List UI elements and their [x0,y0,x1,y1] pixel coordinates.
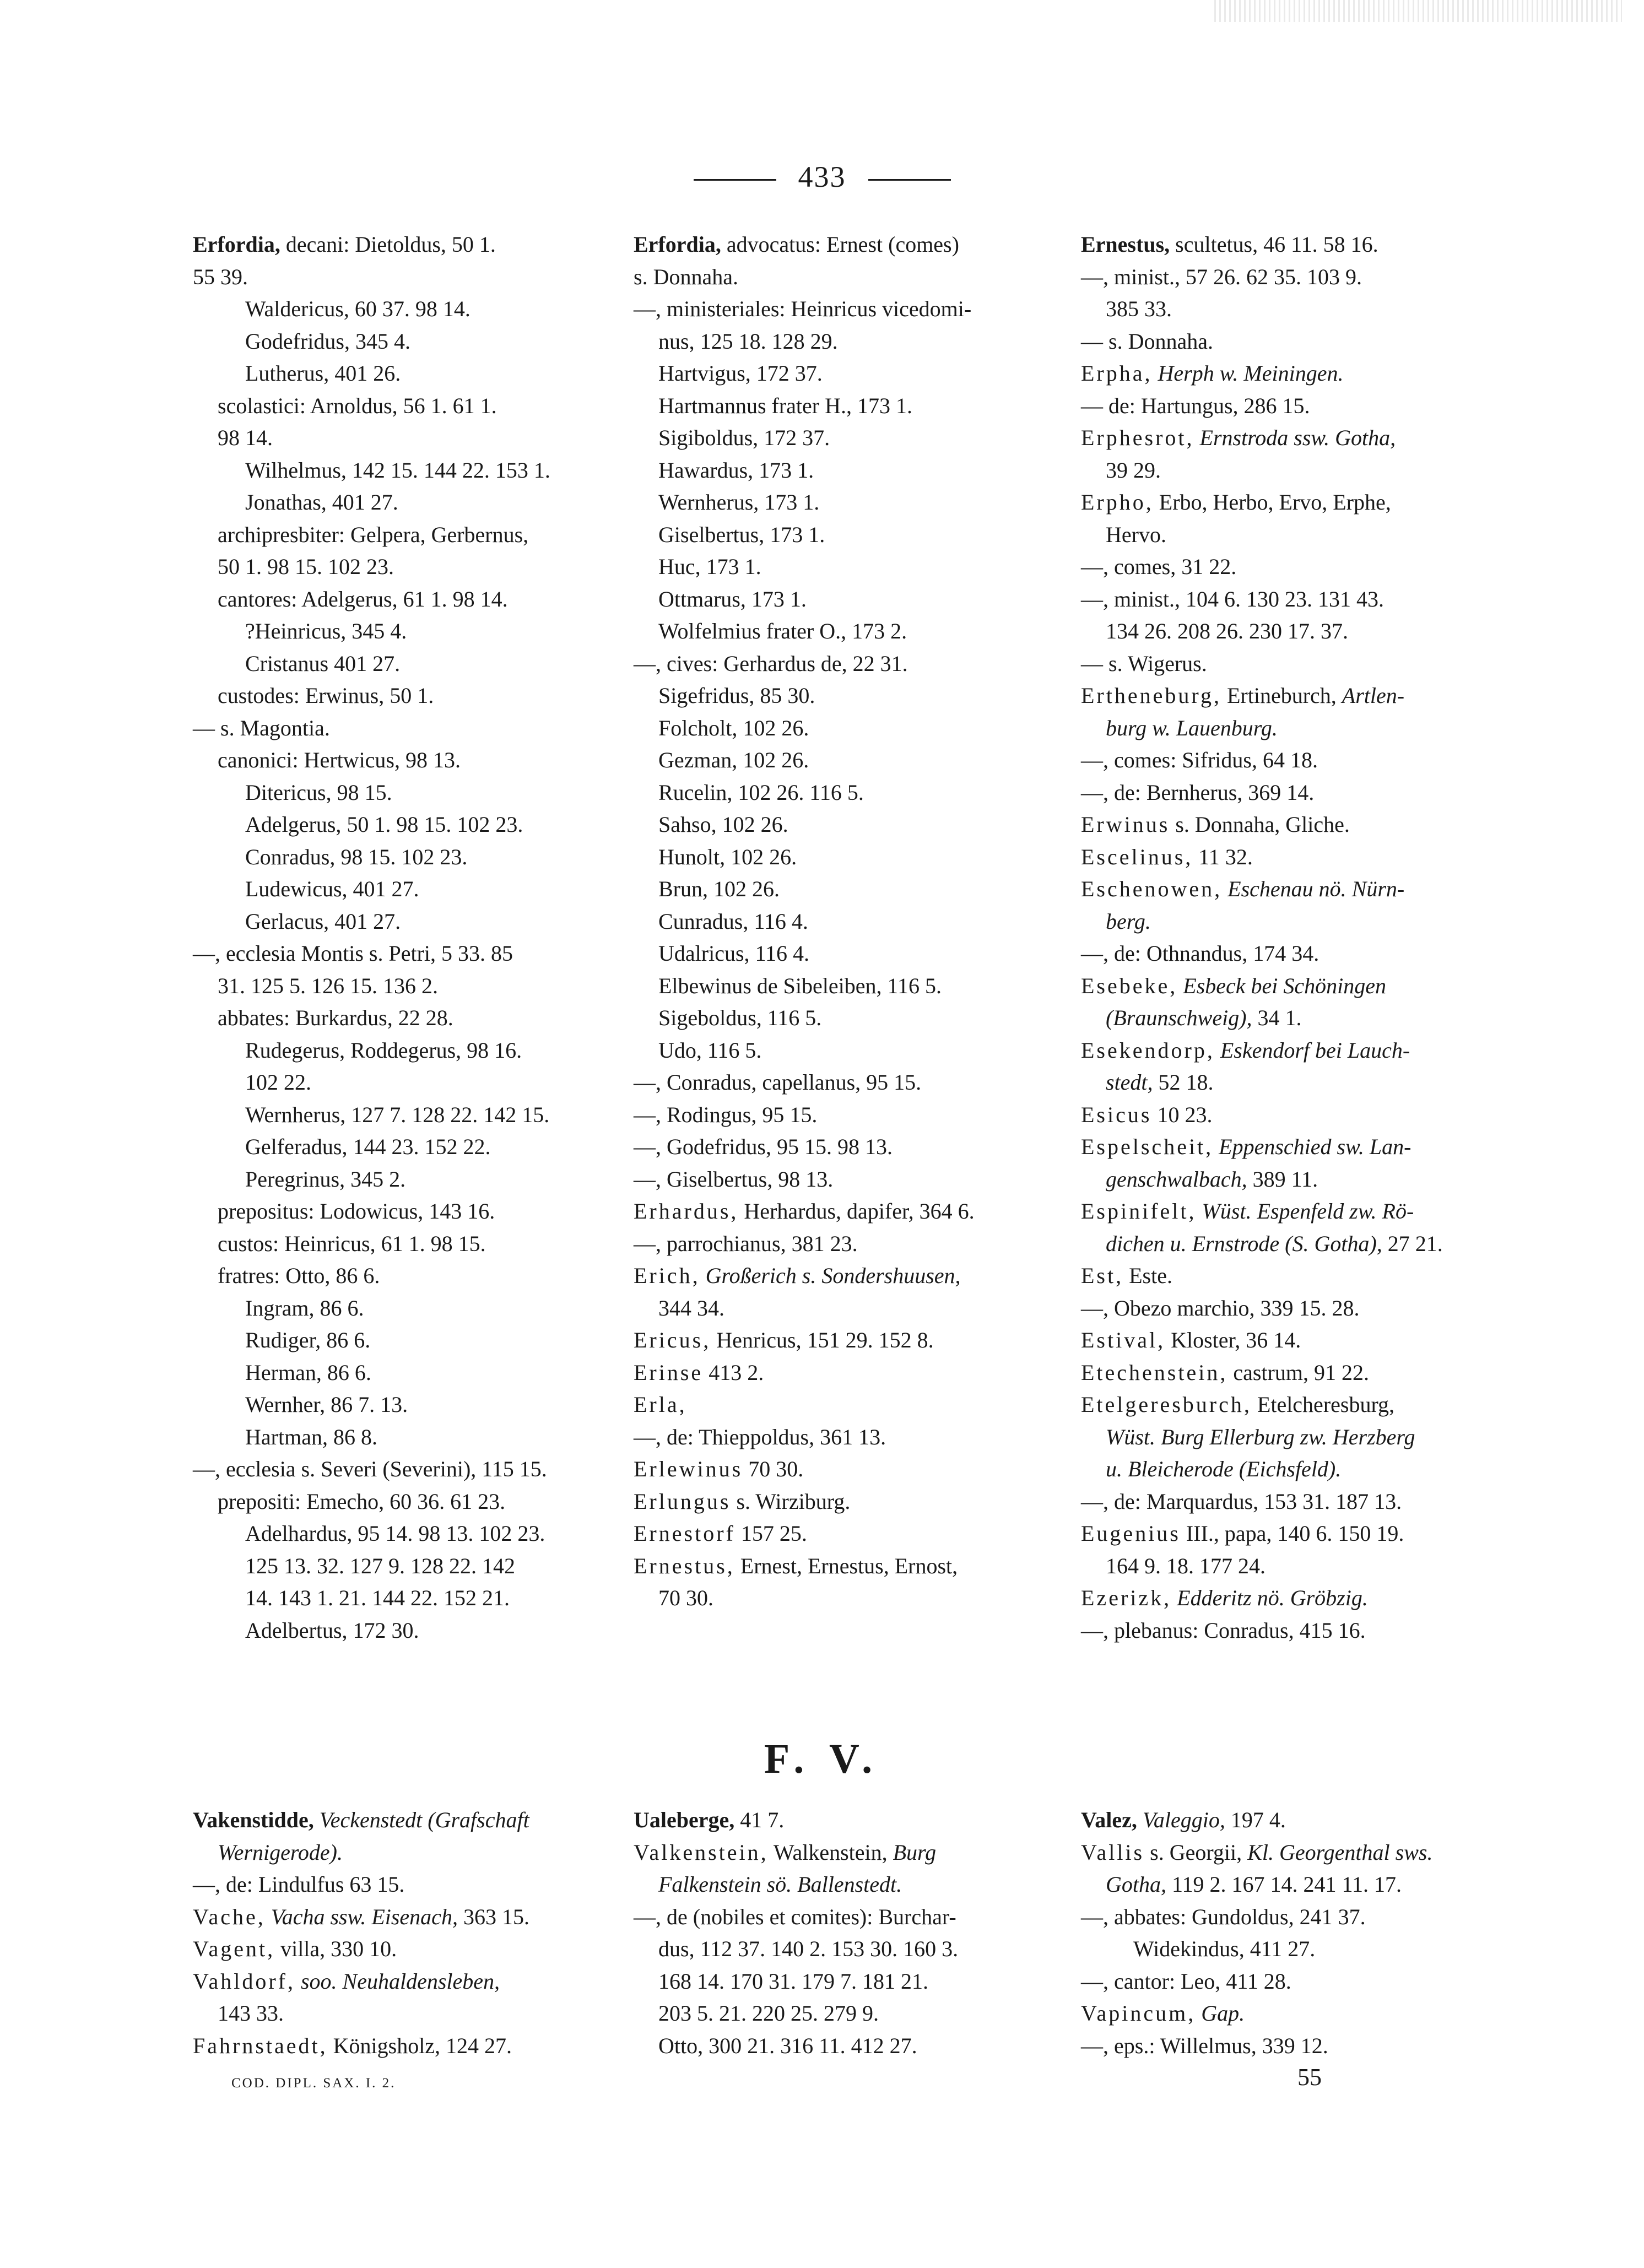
footer-signature: COD. DIPL. SAX. I. 2. [231,2076,396,2091]
index-entry-line: Sigefridus, 85 30. [658,683,815,708]
page-number [0,160,1644,194]
index-entry-line: —, cives: Gerhardus de, 22 31. [634,651,908,676]
index-entry-line: Etelgeresburch, Etelcheresburg, [1081,1392,1395,1417]
index-entry-line: Ditericus, 98 15. [245,780,392,805]
index-entry-line: Ingram, 86 6. [245,1295,364,1320]
index-entry-line: nus, 125 18. 128 29. [658,328,838,354]
index-entry-line: —, Giselbertus, 98 13. [634,1166,834,1192]
index-entry-line: archipresbiter: Gelpera, Gerbernus, [218,522,529,547]
index-entry-line: 344 34. [658,1295,724,1320]
index-entry-line: Hartmannus frater H., 173 1. [658,393,912,418]
index-entry-line: Sigeboldus, 116 5. [658,1005,822,1030]
index-entry-line: cantores: Adelgerus, 61 1. 98 14. [218,586,508,611]
left-rule [694,179,776,181]
index-entry-line: Sigiboldus, 172 37. [658,425,830,450]
index-entry-line: Erhardus, Herhardus, dapifer, 364 6. [634,1199,975,1224]
index-entry-line: Esicus 10 23. [1081,1102,1213,1127]
index-entry-line: Ernestus, Ernest, Ernestus, Ernost, [634,1553,958,1578]
index-entry-line: Ernestus, scultetus, 46 11. 58 16. [1081,232,1378,257]
index-entry-line: 55 39. [193,264,248,289]
right-rule [868,179,951,181]
index-entry-line: Lutherus, 401 26. [245,361,401,386]
index-entry-line: Erlewinus 70 30. [634,1457,804,1481]
index-entry-line: Erpha, Herph w. Meiningen. [1081,361,1344,386]
index-entry-line: prepositi: Emecho, 60 36. 61 23. [218,1488,506,1514]
index-entry-line: Ludewicus, 401 27. [245,876,419,901]
index-entry-line: Peregrinus, 345 2. [245,1166,406,1192]
index-entry-line: 125 13. 32. 127 9. 128 22. 142 [245,1553,515,1578]
index-entry-line: Wernher, 86 7. 13. [245,1392,408,1417]
index-entry-line: stedt, 52 18. [1106,1070,1214,1095]
index-entry-line: —, minist., 57 26. 62 35. 103 9. [1081,264,1362,289]
index-entry-line: Etechenstein, castrum, 91 22. [1081,1360,1369,1385]
index-entry-line: Adelgerus, 50 1. 98 15. 102 23. [245,812,523,837]
index-entry-line: Udalricus, 116 4. [658,941,810,966]
index-entry-line: Sahso, 102 26. [658,812,788,837]
index-entry-line: Huc, 173 1. [658,554,761,579]
index-entry-line: Adelbertus, 172 30. [245,1617,419,1643]
index-entry-line: 14. 143 1. 21. 144 22. 152 21. [245,1585,510,1610]
index-column-2-top [634,229,1069,1615]
index-entry-line: Estival, Kloster, 36 14. [1081,1328,1301,1352]
index-entry-line: Erlungus s. Wirziburg. [634,1488,851,1514]
index-entry-line: Wolfelmius frater O., 173 2. [658,619,907,643]
index-column-1-top [193,229,623,1647]
index-entry-line: dichen u. Ernstrode (S. Gotha), 27 21. [1106,1231,1443,1256]
index-entry-line: Otto, 300 21. 316 11. 412 27. [658,2033,917,2058]
index-entry-line: Conradus, 98 15. 102 23. [245,844,468,869]
index-entry-line: (Braunschweig), 34 1. [1106,1005,1302,1030]
index-entry-line: Wüst. Burg Ellerburg zw. Herzberg [1106,1424,1415,1449]
index-entry-line: —, minist., 104 6. 130 23. 131 43. [1081,586,1385,611]
index-entry-line: Widekindus, 411 27. [1133,1936,1316,1961]
index-entry-line: u. Bleicherode (Eichsfeld). [1106,1457,1342,1481]
index-entry-line: Hunolt, 102 26. [658,844,797,869]
index-entry-line: Est, Este. [1081,1263,1172,1288]
index-entry-line: — s. Wigerus. [1081,651,1207,676]
index-entry-line: Cristanus 401 27. [245,651,401,676]
index-entry-line: — s. Magontia. [193,715,330,740]
index-entry-line: s. Donnaha. [634,264,738,289]
index-entry-line: Vallis s. Georgii, Kl. Georgenthal sws. [1081,1839,1433,1865]
index-entry-line: —, de (nobiles et comites): Burchar- [634,1904,956,1929]
index-entry-line: Ernestorf 157 25. [634,1521,807,1546]
index-entry-line: —, ministeriales: Heinricus vicedomi- [634,296,972,321]
index-entry-line: 164 9. 18. 177 24. [1106,1553,1266,1578]
index-entry-line: Vapincum, Gap. [1081,2001,1245,2026]
index-entry-line: —, de: Marquardus, 153 31. 187 13. [1081,1488,1402,1514]
index-entry-line: — s. Donnaha. [1081,328,1213,354]
index-entry-line: Vakenstidde, Veckenstedt (Grafschaft [193,1807,529,1832]
index-entry-line: Vahldorf, soo. Neuhaldensleben, [193,1968,500,1994]
index-entry-line: Herman, 86 6. [245,1360,371,1385]
index-entry-line: Valkenstein, Walkenstein, Burg [634,1839,937,1865]
index-entry-line: Erpho, Erbo, Herbo, Ervo, Erphe, [1081,490,1391,515]
index-entry-line: Escelinus, 11 32. [1081,844,1253,869]
index-entry-line: Erphesrot, Ernstroda ssw. Gotha, [1081,425,1396,450]
index-entry-line: Falkenstein sö. Ballenstedt. [658,1872,902,1897]
index-entry-line: — de: Hartungus, 286 15. [1081,393,1310,418]
index-column-1-bottom [193,1804,623,2062]
index-entry-line: Rudiger, 86 6. [245,1328,371,1352]
index-entry-line: Elbewinus de Sibeleiben, 116 5. [658,973,942,998]
index-entry-line: Fahrnstaedt, Königsholz, 124 27. [193,2033,512,2058]
index-entry-line: Erla, [634,1392,687,1417]
index-entry-line: burg w. Lauenburg. [1106,715,1278,740]
index-entry-line: Ualeberge, 41 7. [634,1807,785,1832]
index-entry-line: Erinse 413 2. [634,1360,764,1385]
index-entry-line: Ottmarus, 173 1. [658,586,807,611]
index-entry-line: 168 14. 170 31. 179 7. 181 21. [658,1968,928,1994]
index-entry-line: —, ecclesia s. Severi (Severini), 115 15. [193,1457,547,1481]
index-entry-line: abbates: Burkardus, 22 28. [218,1005,453,1030]
index-entry-line: —, Conradus, capellanus, 95 15. [634,1070,922,1095]
index-entry-line: Wilhelmus, 142 15. 144 22. 153 1. [245,457,550,483]
index-entry-line: 143 33. [218,2001,284,2026]
index-entry-line: —, cantor: Leo, 411 28. [1081,1968,1291,1994]
index-entry-line: Eschenowen, Eschenau nö. Nürn- [1081,876,1405,901]
index-entry-line: Hartman, 86 8. [245,1424,377,1449]
index-entry-line: Folcholt, 102 26. [658,715,809,740]
index-entry-line: —, de: Thieppoldus, 361 13. [634,1424,886,1449]
index-entry-line: 39 29. [1106,457,1161,483]
index-entry-line: Godefridus, 345 4. [245,328,410,354]
index-entry-line: berg. [1106,908,1151,934]
index-entry-line: Erfordia, decani: Dietoldus, 50 1. [193,232,496,257]
index-entry-line: Brun, 102 26. [658,876,780,901]
scan-edge-marks [1214,0,1622,22]
index-entry-line: 134 26. 208 26. 230 17. 37. [1106,619,1348,643]
index-entry-line: canonici: Hertwicus, 98 13. [218,748,461,772]
index-entry-line: Ertheneburg, Ertineburch, Artlen- [1081,683,1405,708]
index-entry-line: Adelhardus, 95 14. 98 13. 102 23. [245,1521,545,1546]
index-entry-line: —, de: Bernherus, 369 14. [1081,780,1315,805]
index-entry-line: custos: Heinricus, 61 1. 98 15. [218,1231,486,1256]
index-entry-line: 50 1. 98 15. 102 23. [218,554,394,579]
index-entry-line: Espelscheit, Eppenschied sw. Lan- [1081,1134,1412,1159]
index-entry-line: 385 33. [1106,296,1172,321]
page-number-text: 433 [798,160,846,193]
index-entry-line: Gotha, 119 2. 167 14. 241 11. 17. [1106,1872,1402,1897]
index-entry-line: custodes: Erwinus, 50 1. [218,683,434,708]
index-entry-line: scolastici: Arnoldus, 56 1. 61 1. [218,393,497,418]
index-entry-line: Erwinus s. Donnaha, Gliche. [1081,812,1350,837]
index-entry-line: Esebeke, Esbeck bei Schöningen [1081,973,1387,998]
index-entry-line: Udo, 116 5. [658,1037,762,1063]
index-entry-line: Espinifelt, Wüst. Espenfeld zw. Rö- [1081,1199,1414,1224]
index-entry-line: Giselbertus, 173 1. [658,522,825,547]
index-entry-line: Gezman, 102 26. [658,748,809,772]
index-entry-line: 70 30. [658,1585,713,1610]
index-entry-line: Ezerizk, Edderitz nö. Gröbzig. [1081,1585,1368,1610]
index-entry-line: Wernherus, 127 7. 128 22. 142 15. [245,1102,550,1127]
index-entry-line: Rucelin, 102 26. 116 5. [658,780,864,805]
index-entry-line: Erfordia, advocatus: Ernest (comes) [634,232,959,257]
index-entry-line: —, Rodingus, 95 15. [634,1102,818,1127]
index-column-3-bottom [1081,1804,1516,2062]
index-entry-line: Cunradus, 116 4. [658,908,808,934]
index-entry-line: —, eps.: Willelmus, 339 12. [1081,2033,1328,2058]
index-entry-line: ?Heinricus, 345 4. [245,619,407,643]
index-entry-line: Vagent, villa, 330 10. [193,1936,397,1961]
index-entry-line: Hartvigus, 172 37. [658,361,823,386]
index-entry-line: —, abbates: Gundoldus, 241 37. [1081,1904,1366,1929]
index-entry-line: 31. 125 5. 126 15. 136 2. [218,973,438,998]
index-entry-line: Gelferadus, 144 23. 152 22. [245,1134,491,1159]
index-column-3-top [1081,229,1516,1647]
index-entry-line: —, ecclesia Montis s. Petri, 5 33. 85 [193,941,513,966]
index-entry-line: Erich, Großerich s. Sondershuusen, [634,1263,961,1288]
index-entry-line: Gerlacus, 401 27. [245,908,401,934]
index-entry-line: Hervo. [1106,522,1166,547]
index-entry-line: —, parrochianus, 381 23. [634,1231,858,1256]
index-entry-line: —, de: Othnandus, 174 34. [1081,941,1319,966]
index-entry-line: genschwalbach, 389 11. [1106,1166,1318,1192]
section-heading: F. V. [764,1736,880,1782]
index-entry-line: —, de: Lindulfus 63 15. [193,1872,405,1897]
index-entry-line: Wernherus, 173 1. [658,490,820,515]
index-entry-line: Hawardus, 173 1. [658,457,814,483]
index-entry-line: Ericus, Henricus, 151 29. 152 8. [634,1328,934,1352]
footer-sheet-number: 55 [1297,2064,1322,2091]
index-entry-line: fratres: Otto, 86 6. [218,1263,380,1288]
index-entry-line: Waldericus, 60 37. 98 14. [245,296,471,321]
index-entry-line: Eugenius III., papa, 140 6. 150 19. [1081,1521,1404,1546]
index-entry-line: 102 22. [245,1070,311,1095]
index-entry-line: —, comes, 31 22. [1081,554,1237,579]
index-entry-line: Valez, Valeggio, 197 4. [1081,1807,1286,1832]
index-entry-line: 203 5. 21. 220 25. 279 9. [658,2001,879,2026]
index-entry-line: Rudegerus, Roddegerus, 98 16. [245,1037,522,1063]
index-entry-line: prepositus: Lodowicus, 143 16. [218,1199,495,1224]
index-entry-line: —, Godefridus, 95 15. 98 13. [634,1134,893,1159]
index-entry-line: dus, 112 37. 140 2. 153 30. 160 3. [658,1936,959,1961]
index-column-2-bottom [634,1804,1069,2062]
index-entry-line: 98 14. [218,425,273,450]
index-entry-line: —, comes: Sifridus, 64 18. [1081,748,1318,772]
index-entry-line: Vache, Vacha ssw. Eisenach, 363 15. [193,1904,529,1929]
index-entry-line: Jonathas, 401 27. [245,490,398,515]
index-entry-line: —, Obezo marchio, 339 15. 28. [1081,1295,1360,1320]
index-entry-line: Esekendorp, Eskendorf bei Lauch- [1081,1037,1410,1063]
index-entry-line: Wernigerode). [218,1839,343,1865]
index-entry-line: —, plebanus: Conradus, 415 16. [1081,1617,1366,1643]
